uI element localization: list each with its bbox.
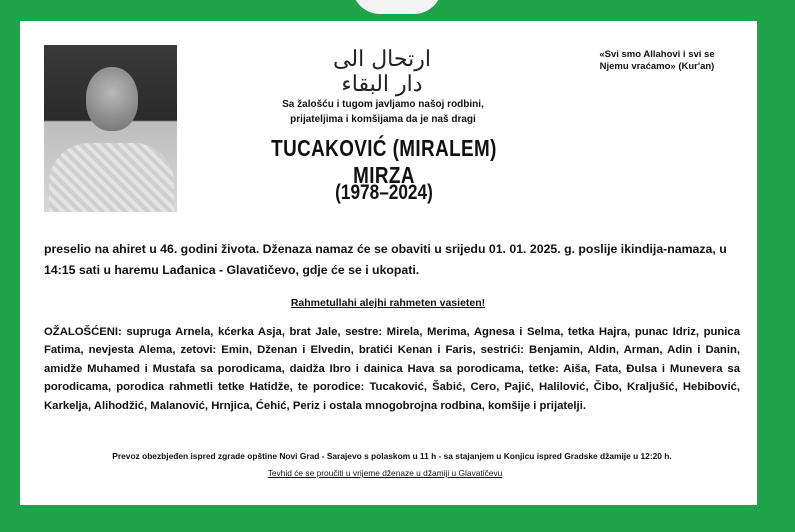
funeral-announcement: preselio na ahiret u 46. godini života. Dženaza namaz će se obaviti u srijedu 01. 01. 2025. g. poslije ikindija-namaza, u 14:15 sati u haremu Lađanica - Glavatičevo, gdje će se i ukopati.: [44, 242, 727, 277]
mourners-list: OŽALOŠĆENI: supruga Arnela, kćerka Asja, brat Jale, sestre: Mirela, Merima, Agnesa i Selma, tetka Hajra, punac Idriz, punica Fatima, nevjesta Alema, zetovi: Emin, Dženan i Elvedin, bratići Kenan i Faris, sestrići: Benjamin, Aldin, Arman, Adin i Danin, amidže Muhamed i Mustafa sa porodicama, daidža Ibro i dainica Hava sa porodicama, tetke: Aiša, Fata, Đulsa i Munevera sa porodicama, porodica rahmetli tetke Hatidže, te porodice: Tucaković, Šabić, Cero, Pajić, Halilović, Čibo, Kraljušić, Hebibović, Karkelja, Alihodžić, Malanović, Hrnjica, Ćehić, Periz i ostala mnogobrojna rodbina, komšije i prijatelji.: [44, 326, 740, 412]
top-emblem: [352, 0, 442, 14]
obituary-card: [20, 21, 757, 505]
photo-shirt: [49, 143, 174, 212]
tevhid-note: Tevhid će se proučiti u vrijeme dženaze u džamiji u Glavatičevu: [267, 468, 503, 478]
quote-line-2: Njemu vraćamo» (Kur'an): [599, 61, 715, 72]
arabic-calligraphy: ارتحال الى دار البقاء: [333, 47, 431, 97]
intro-line-1: Sa žalošću i tugom javljamo našoj rodbini,: [282, 99, 484, 110]
intro-line-2: prijateljima i komšijama da je naš dragi: [290, 114, 476, 125]
life-years: (1978–2024): [335, 181, 433, 204]
quran-quote: [572, 49, 742, 73]
intro-text: [252, 97, 514, 127]
quote-line-1: «Svi smo Allahovi i svi se: [599, 49, 715, 60]
prayer-line: Rahmetullahi alejhi rahmeten vasieten!: [290, 297, 486, 309]
photo-head: [86, 67, 138, 131]
deceased-photo: [44, 45, 177, 212]
transport-note: Prevoz obezbjeđen ispred zgrade opštine Novi Grad - Sarajevo s polaskom u 11 h - sa stajanjem u Konjicu ispred Gradske džamije u 12:20 h.: [112, 451, 672, 461]
deceased-name: TUCAKOVIĆ (MIRALEM) MIRZA: [271, 135, 497, 188]
